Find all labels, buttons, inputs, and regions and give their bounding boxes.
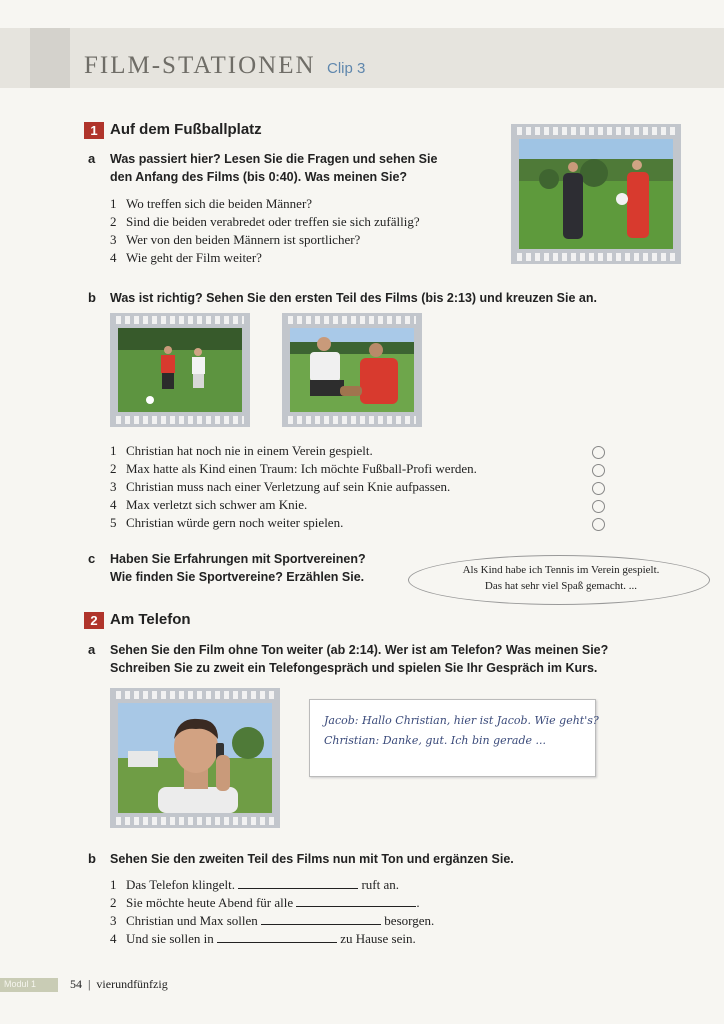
task-2a-instruction [110,641,608,677]
speech-line-1: Als Kind habe ich Tennis im Verein gespielt. [462,564,660,576]
injury-image [290,328,414,412]
task-1c-instruction [110,550,366,586]
page-separator: | [85,977,94,991]
list-item: 3 Wer von den beiden Männern ist sportlicher? [110,232,361,247]
task-1a-line-2: den Anfang des Films (bis 0:40). Was meinen Sie? [110,170,408,184]
film-still-injury [282,313,422,427]
soccer-play-image [118,328,242,412]
blank-field-2[interactable] [296,894,416,907]
note-line-1: Jacob: Hallo Christian, hier ist Jacob. Wie geht's? [324,714,599,727]
speech-bubble-text [436,562,686,594]
task-2b-instruction: Sehen Sie den zweiten Teil des Films nun mit Ton und ergänzen Sie. [110,852,514,866]
task-1b-instruction: Was ist richtig? Sehen Sie den ersten Teil des Films (bis 2:13) und kreuzen Sie an. [110,291,597,305]
task-1c-line-1: Haben Sie Erfahrungen mit Sportvereinen? [110,552,366,566]
section-2-number: 2 [84,612,104,629]
page-title: FILM-STATIONEN [84,52,316,79]
footer-page-number [70,977,168,992]
list-item: 1 Wo treffen sich die beiden Männer? [110,196,313,211]
task-2b-letter: b [88,851,96,866]
checkbox-statement-3[interactable] [592,482,605,495]
list-item: 3 Christian und Max sollen besorgen. [110,913,435,928]
list-item: 4 Max verletzt sich schwer am Knie. [110,497,308,512]
list-item: 4 Wie geht der Film weiter? [110,250,262,265]
speech-line-2: Das hat sehr viel Spaß gemacht. ... [484,580,638,592]
list-item: 5 Christian würde gern noch weiter spielen. [110,515,344,530]
section-1-title: Auf dem Fußballplatz [110,121,262,138]
task-1b-letter: b [88,290,96,305]
list-item: 3 Christian muss nach einer Verletzung auf sein Knie aufpassen. [110,479,451,494]
film-still-phone-call [110,688,280,828]
list-item: 2 Sind die beiden verabredet oder treffen sie sich zufällig? [110,214,420,229]
question-list-1a [110,196,420,268]
note-line-2: Christian: Danke, gut. Ich bin gerade ... [324,734,547,747]
field-meeting-image [519,139,673,249]
section-1-number: 1 [84,122,104,139]
task-1a-letter: a [88,151,96,166]
page-word: vierundfünfzig [96,977,168,991]
checkbox-statement-1[interactable] [592,446,605,459]
list-item: 4 Und sie sollen in zu Hause sein. [110,931,416,946]
task-2a-line-2: Schreiben Sie zu zweit ein Telefongespräch und spielen Sie Ihr Gespräch im Kurs. [110,661,598,675]
blank-field-4[interactable] [217,930,337,943]
list-item: 1 Das Telefon klingelt. ruft an. [110,877,400,892]
list-item: 2 Sie möchte heute Abend für alle . [110,895,420,910]
statement-list-1b [110,443,477,533]
task-2a-letter: a [88,642,96,657]
fill-in-list-2b [110,876,434,948]
dialogue-note [309,699,599,777]
list-item: 1 Christian hat noch nie in einem Verein gespielt. [110,443,373,458]
task-2a-line-1: Sehen Sie den Film ohne Ton weiter (ab 2:14). Wer ist am Telefon? Was meinen Sie? [110,643,609,657]
blank-field-1[interactable] [238,876,358,889]
list-item: 2 Max hatte als Kind einen Traum: Ich möchte Fußball-Profi werden. [110,461,477,476]
section-2-title: Am Telefon [110,611,191,628]
phone-call-image [118,703,272,813]
checkbox-statement-5[interactable] [592,518,605,531]
clip-label: Clip 3 [327,60,366,77]
task-1a-instruction [110,150,437,186]
task-1c-line-2: Wie finden Sie Sportvereine? Erzählen Sie. [110,570,365,584]
page-number: 54 [70,977,82,991]
task-1c-letter: c [88,551,96,566]
checkbox-statement-2[interactable] [592,464,605,477]
blank-field-3[interactable] [261,912,381,925]
film-still-field-meeting [511,124,681,264]
film-still-soccer-play [110,313,250,427]
task-1a-line-1: Was passiert hier? Lesen Sie die Fragen und sehen Sie [110,152,438,166]
footer-module-label: Modul 1 [4,979,37,989]
checkbox-statement-4[interactable] [592,500,605,513]
header-film-decoration [30,28,70,88]
